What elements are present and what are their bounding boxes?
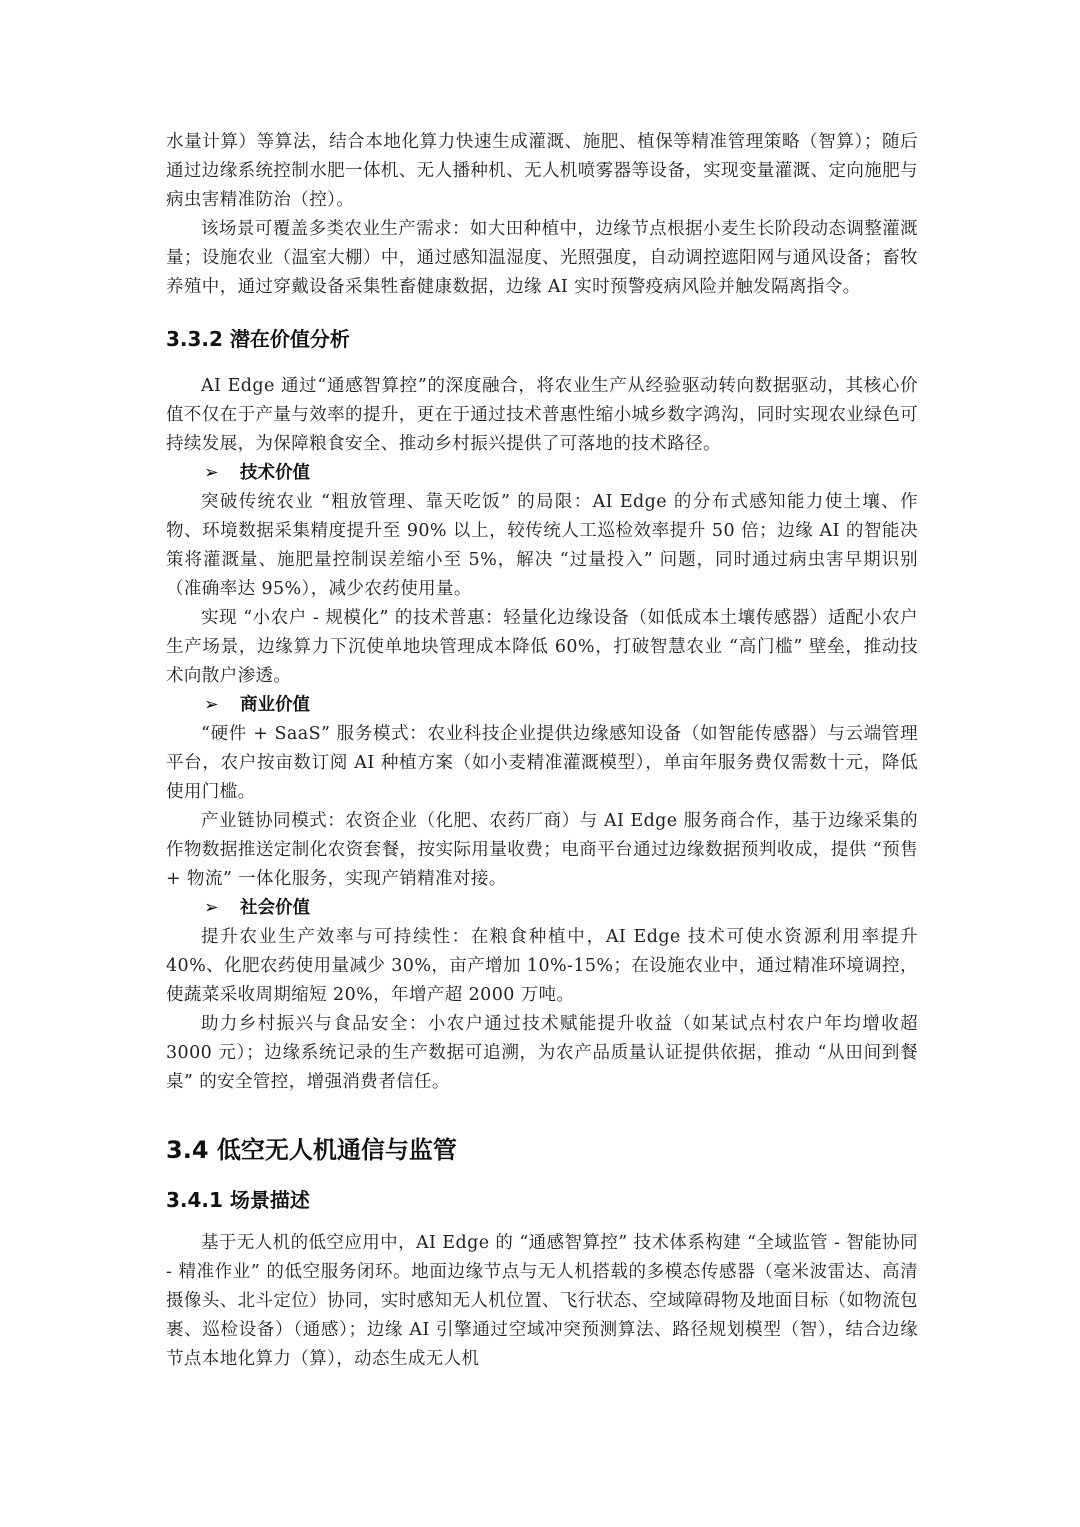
- bullet-heading: [166, 691, 918, 720]
- paragraph: 提升农业生产效率与可持续性：在粮食种植中，AI Edge 技术可使水资源利用率提升 40%、化肥农药使用量减少 30%，亩产增加 10%-15%；在设施农业中，通过精准环境调控，使蔬菜采收周期缩短 20%，年增产超 2000 万吨。: [166, 927, 918, 1005]
- paragraph: 实现 “小农户 - 规模化” 的技术普惠：轻量化边缘设备（如低成本土壤传感器）适配小农户生产场景，边缘算力下沉使单地块管理成本降低 60%，打破智慧农业 “高门槛” 壁垒，推动技术向散户渗透。: [166, 608, 918, 686]
- chapter-heading: 3.4 低空无人机通信与监管: [166, 1136, 457, 1164]
- bullet-title: 商业价值: [240, 695, 310, 715]
- paragraph: AI Edge 通过“通感智算控”的深度融合，将农业生产从经验驱动转向数据驱动，其核心价值不仅在于产量与效率的提升，更在于通过技术普惠性缩小城乡数字鸿沟，同时实现农业绿色可持续发展，为保障粮食安全、推动乡村振兴提供了可落地的技术路径。: [166, 376, 918, 454]
- arrow-bullet-icon: ➢: [204, 695, 219, 715]
- paragraph: “硬件 + SaaS” 服务模式：农业科技企业提供边缘感知设备（如智能传感器）与云端管理平台，农户按亩数订阅 AI 种植方案（如小麦精准灌溉模型），单亩年服务费仅需数十元，降低使用门槛。: [166, 724, 918, 802]
- paragraph: 基于无人机的低空应用中，AI Edge 的 “通感智算控” 技术体系构建 “全域监管 - 智能协同 - 精准作业” 的低空服务闭环。地面边缘节点与无人机搭载的多模态传感器（毫米波雷达、高清摄像头、北斗定位）协同，实时感知无人机位置、飞行状态、空域障碍物及地面目标（如物流包裹、巡检设备）（通感）；边缘 AI 引擎通过空域冲突预测算法、路径规划模型（智），结合边缘节点本地化算力（算），动态生成无人机: [166, 1233, 918, 1369]
- arrow-bullet-icon: ➢: [204, 463, 219, 483]
- bullet-title: 技术价值: [240, 463, 310, 483]
- paragraph: 助力乡村振兴与食品安全：小农户通过技术赋能提升收益（如某试点村农户年均增收超 3000 元）；边缘系统记录的生产数据可追溯，为农产品质量认证提供依据，推动 “从田间到餐桌” 的安全管控，增强消费者信任。: [166, 1014, 918, 1092]
- paragraph: 突破传统农业 “粗放管理、靠天吃饭” 的局限：AI Edge 的分布式感知能力使土壤、作物、环境数据采集精度提升至 90% 以上，较传统人工巡检效率提升 50 倍；边缘 AI 的智能决策将灌溉量、施肥量控制误差缩小至 5%，解决 “过量投入” 问题，同时通过病虫害早期识别（准确率达 95%），减少农药使用量。: [166, 492, 918, 599]
- bullet-title: 社会价值: [240, 898, 310, 918]
- bullet-heading: [166, 459, 918, 488]
- bullet-heading: [166, 894, 918, 923]
- arrow-bullet-icon: ➢: [204, 898, 219, 918]
- section-heading: 3.3.2 潜在价值分析: [166, 327, 350, 351]
- section-heading: 3.4.1 场景描述: [166, 1188, 310, 1212]
- paragraph: 水量计算）等算法，结合本地化算力快速生成灌溉、施肥、植保等精准管理策略（智算）；随后通过边缘系统控制水肥一体机、无人播种机、无人机喷雾器等设备，实现变量灌溉、定向施肥与病虫害精准防治（控）。: [166, 132, 918, 210]
- document-page: [166, 128, 918, 1374]
- paragraph: 产业链协同模式：农资企业（化肥、农药厂商）与 AI Edge 服务商合作，基于边缘采集的作物数据推送定制化农资套餐，按实际用量收费；电商平台通过边缘数据预判收成，提供 “预售 + 物流” 一体化服务，实现产销精准对接。: [166, 811, 918, 889]
- paragraph: 该场景可覆盖多类农业生产需求：如大田种植中，边缘节点根据小麦生长阶段动态调整灌溉量；设施农业（温室大棚）中，通过感知温湿度、光照强度，自动调控遮阳网与通风设备；畜牧养殖中，通过穿戴设备采集牲畜健康数据，边缘 AI 实时预警疫病风险并触发隔离指令。: [166, 219, 918, 297]
